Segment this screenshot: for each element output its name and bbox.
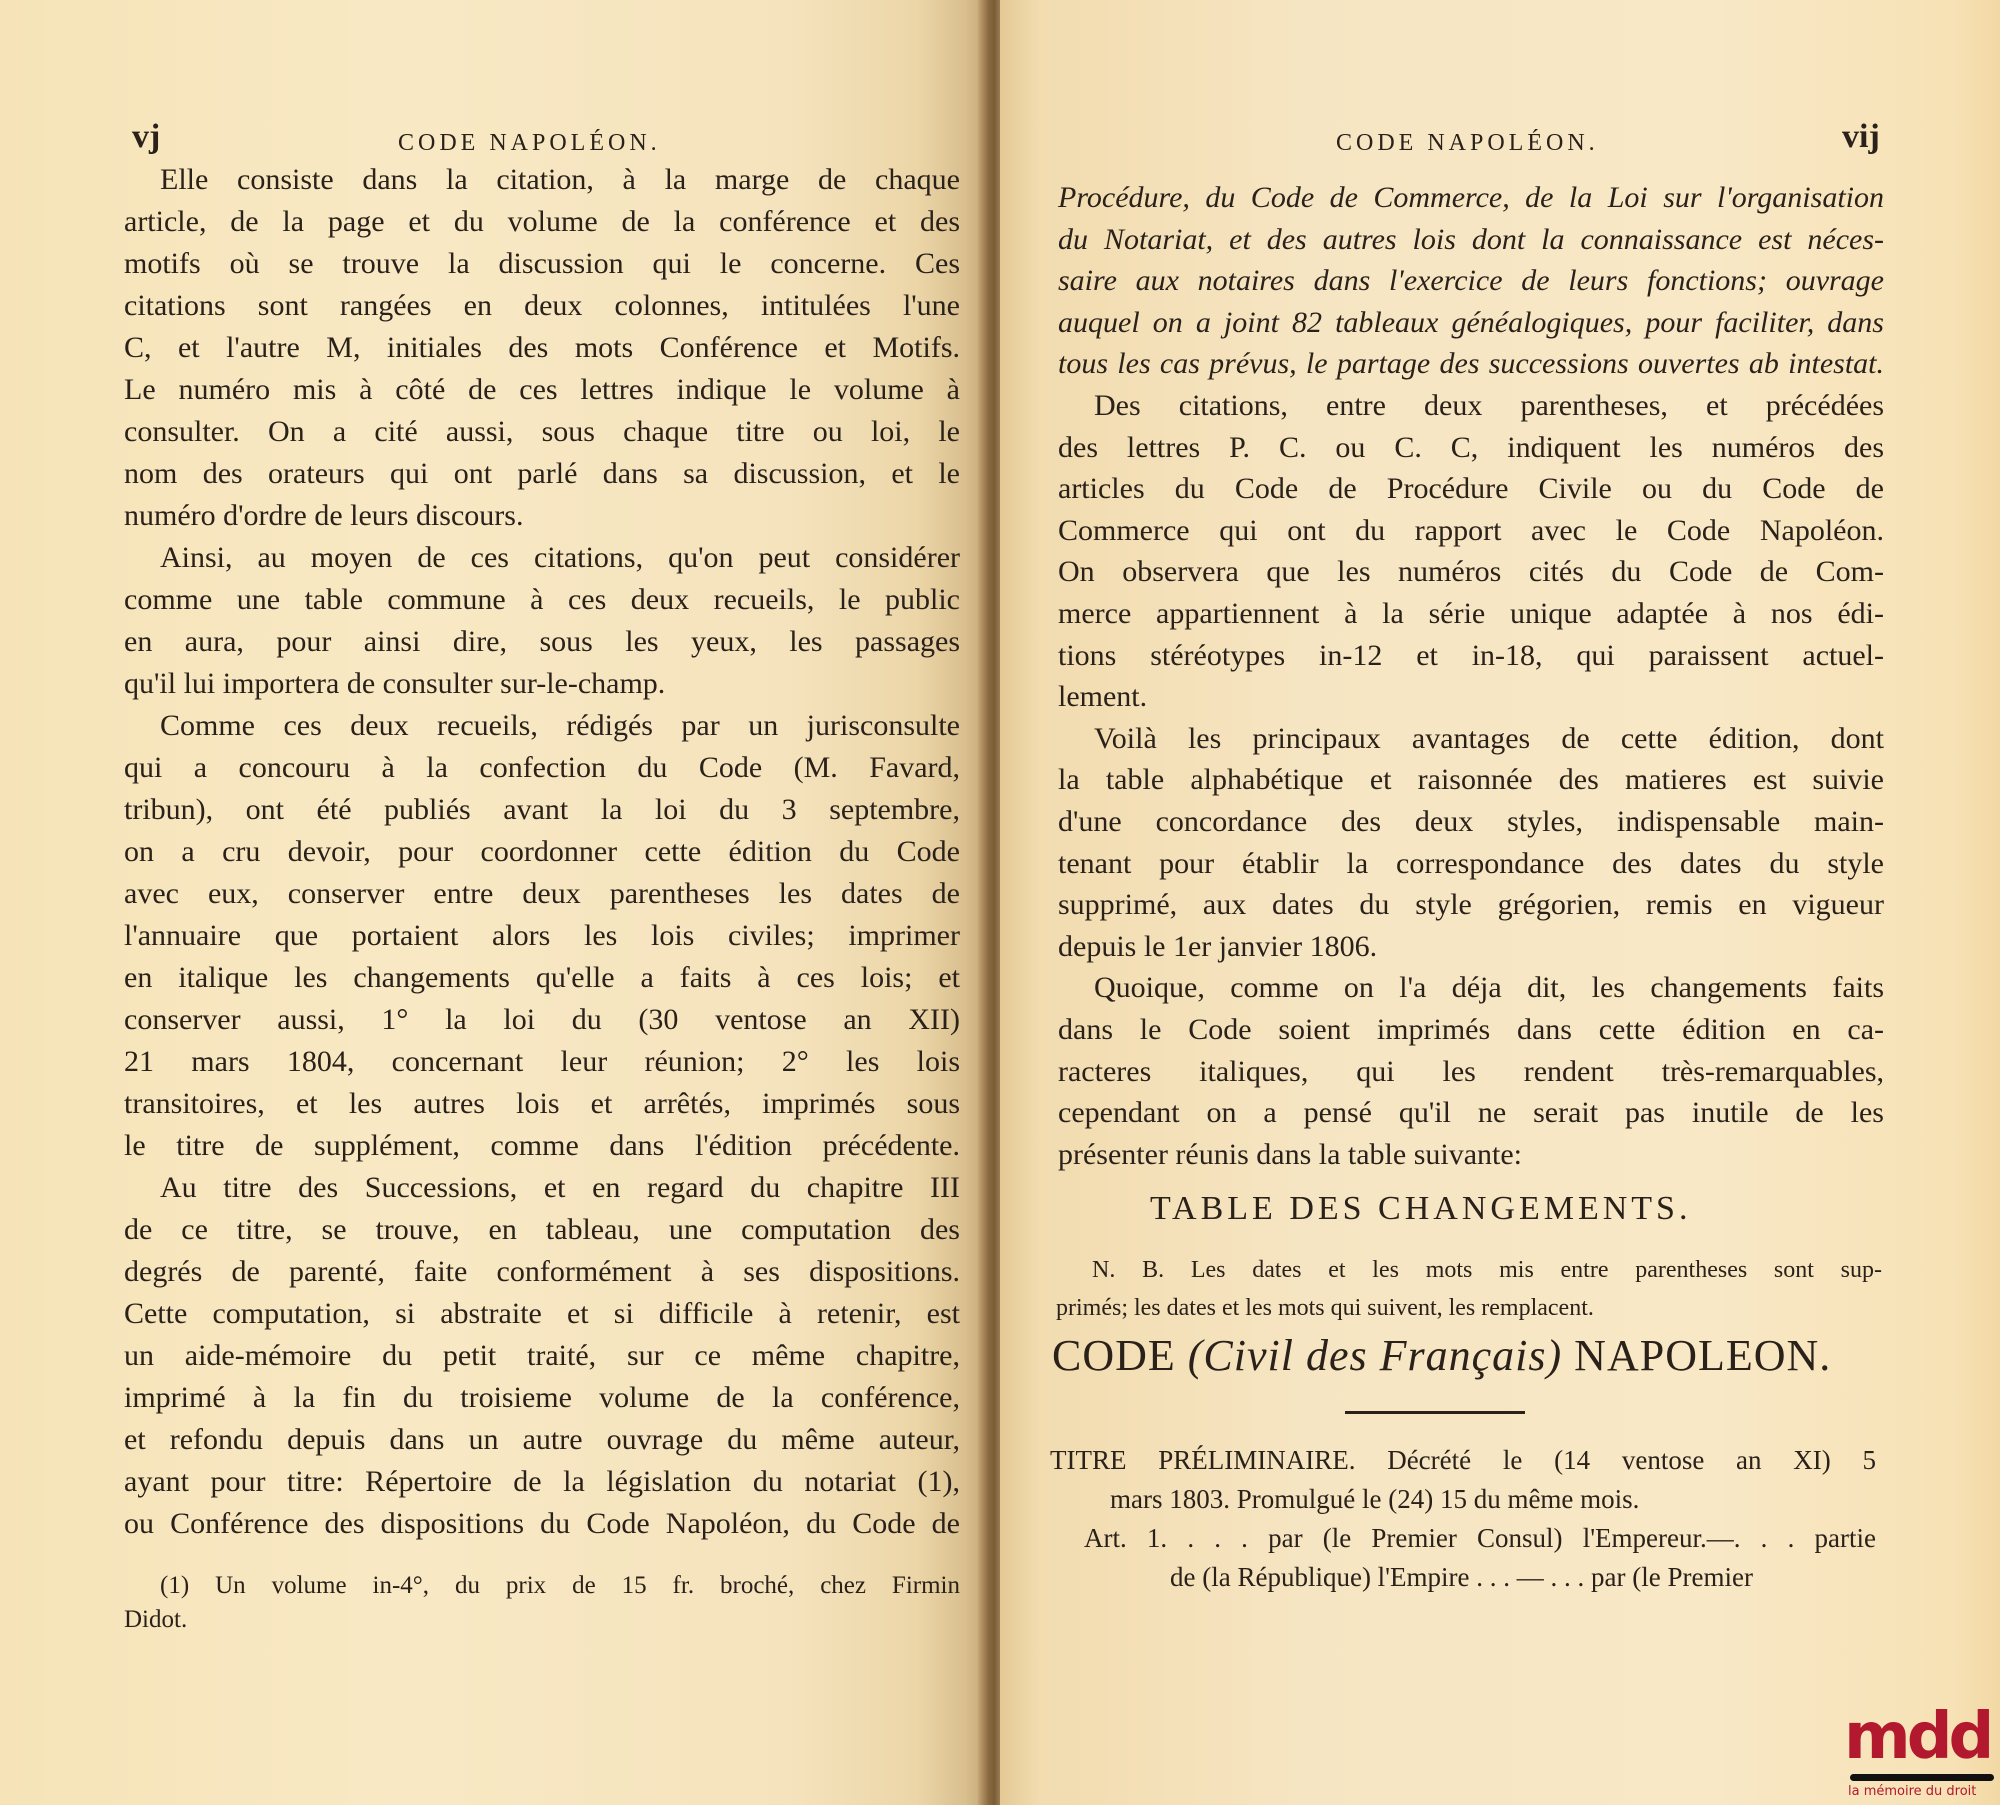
logo-bar xyxy=(1850,1774,1994,1781)
text-line: Art. 1. . . . par (le Premier Consul) l'Empereur.—. . . partie xyxy=(1084,1523,1876,1553)
text-line: dans le Code soient imprimés dans cette édition en ca- xyxy=(1058,1013,1884,1046)
text-line: (1) Un volume in-4°, du prix de 15 fr. broché, chez Firmin xyxy=(160,1572,960,1599)
text-line: Comme ces deux recueils, rédigés par un jurisconsulte xyxy=(160,709,960,742)
text-line: de ce titre, se trouve, en tableau, une computation des xyxy=(124,1213,960,1246)
text-line: 21 mars 1804, concernant leur réunion; 2° les lois xyxy=(124,1045,960,1078)
logo-tagline: la mémoire du droit xyxy=(1848,1784,1977,1799)
text-line: tenant pour établir la correspondance des dates du style xyxy=(1058,846,1884,880)
text-line: le titre de supplément, comme dans l'édition précédente. xyxy=(124,1129,960,1162)
text-line: citations sont rangées en deux colonnes, intitulées l'une xyxy=(124,289,960,322)
text-line: qu'il lui importera de consulter sur-le-champ. xyxy=(124,667,666,700)
text-line: articles du Code de Procédure Civile ou du Code de xyxy=(1058,472,1884,506)
text-line: Commerce qui ont du rapport avec le Code Napoléon. xyxy=(1058,513,1884,547)
text-line: l'annuaire que portaient alors les lois civiles; imprimer xyxy=(124,919,960,952)
running-head: CODE NAPOLÉON. xyxy=(1336,130,1599,156)
text-line: Ainsi, au moyen de ces citations, qu'on peut considérer xyxy=(160,541,960,574)
mdd-logo xyxy=(1838,1700,1998,1800)
text-line: saire aux notaires dans l'exercice de leurs fonctions; ouvrage xyxy=(1058,264,1884,298)
text-line: Des citations, entre deux parentheses, et précédées xyxy=(1094,389,1884,422)
page-number: vij xyxy=(1842,118,1880,155)
text-line: et refondu depuis dans un autre ouvrage du même auteur, xyxy=(124,1423,960,1456)
logo-mark: mdd xyxy=(1844,1700,1991,1774)
text-line: en italique les changements qu'elle a faits à ces lois; et xyxy=(124,961,960,994)
text-line: lement. xyxy=(1058,680,1148,714)
code-title-prefix: CODE xyxy=(1052,1331,1188,1380)
text-line: imprimé à la fin du troisieme volume de la conférence, xyxy=(124,1381,960,1414)
text-line: nom des orateurs qui ont parlé dans sa discussion, et le xyxy=(124,457,960,490)
code-title-italic: (Civil des Français) xyxy=(1187,1331,1563,1380)
text-line: depuis le 1er janvier 1806. xyxy=(1058,929,1378,963)
text-line: tous les cas prévus, le partage des successions ouvertes ab intestat. xyxy=(1058,347,1884,381)
code-title xyxy=(1052,1330,1831,1381)
text-line: un aide-mémoire du petit traité, sur ce même chapitre, xyxy=(124,1339,960,1372)
section-rule xyxy=(1345,1411,1525,1414)
text-line: qui a concouru à la confection du Code (M. Favard, xyxy=(124,751,960,784)
text-line: conserver aussi, 1° la loi du (30 ventose an XII) xyxy=(124,1003,960,1036)
text-line: en aura, pour ainsi dire, sous les yeux, les passages xyxy=(124,625,960,658)
text-line: cependant on a pensé qu'il ne serait pas inutile de les xyxy=(1058,1096,1884,1130)
text-line: Cette computation, si abstraite et si difficile à retenir, est xyxy=(124,1297,960,1330)
text-line: Didot. xyxy=(124,1606,188,1633)
text-line: on a cru devoir, pour coordonner cette édition du Code xyxy=(124,835,960,868)
text-line: On observera que les numéros cités du Code de Com- xyxy=(1058,555,1884,589)
text-line: du Notariat, et des autres lois dont la connaissance est néces- xyxy=(1058,222,1884,256)
text-line: d'une concordance des deux styles, indispensable main- xyxy=(1058,805,1884,838)
text-line: Le numéro mis à côté de ces lettres indique le volume à xyxy=(124,373,960,406)
left-page xyxy=(0,0,985,1805)
text-line: auquel on a joint 82 tableaux généalogiques, pour faciliter, dans xyxy=(1058,305,1884,339)
text-line: des lettres P. C. ou C. C, indiquent les numéros des xyxy=(1058,430,1884,464)
text-line: TITRE PRÉLIMINAIRE. Décrété le (14 ventose an XI) 5 xyxy=(1050,1445,1876,1475)
text-line: N. B. Les dates et les mots mis entre parentheses sont sup- xyxy=(1092,1257,1882,1283)
text-line: Quoique, comme on l'a déja dit, les changements faits xyxy=(1094,971,1884,1005)
running-head: CODE NAPOLÉON. xyxy=(398,130,661,156)
text-line: numéro d'ordre de leurs discours. xyxy=(124,499,524,532)
text-line: C, et l'autre M, initiales des mots Conférence et Motifs. xyxy=(124,331,960,364)
text-line: merce appartiennent à la série unique adaptée à nos édi- xyxy=(1058,597,1884,630)
text-line: article, de la page et du volume de la conférence et des xyxy=(124,205,960,238)
text-line: supprimé, aux dates du style grégorien, remis en vigueur xyxy=(1058,888,1884,922)
text-line: ou Conférence des dispositions du Code Napoléon, du Code de xyxy=(124,1507,960,1540)
text-line: la table alphabétique et raisonnée des matieres est suivie xyxy=(1058,763,1884,797)
table-title: TABLE DES CHANGEMENTS. xyxy=(1150,1190,1692,1227)
text-line: tribun), ont été publiés avant la loi du 3 septembre, xyxy=(124,793,960,826)
text-line: Procédure, du Code de Commerce, de la Loi sur l'organisation xyxy=(1058,181,1884,214)
text-line: Au titre des Successions, et en regard du chapitre III xyxy=(160,1171,960,1204)
text-line: ayant pour titre: Répertoire de la législation du notariat (1), xyxy=(124,1465,960,1498)
text-line: mars 1803. Promulgué le (24) 15 du même mois. xyxy=(1110,1484,1640,1514)
text-line: primés; les dates et les mots qui suivent, les remplacent. xyxy=(1056,1295,1594,1321)
text-line: consulter. On a cité aussi, sous chaque titre ou loi, le xyxy=(124,415,960,448)
text-line: tions stéréotypes in-12 et in-18, qui paraissent actuel- xyxy=(1058,638,1884,672)
page-number: vj xyxy=(132,118,161,155)
text-line: présenter réunis dans la table suivante: xyxy=(1058,1137,1523,1171)
text-line: motifs où se trouve la discussion qui le concerne. Ces xyxy=(124,247,960,280)
text-line: racteres italiques, qui les rendent très-remarquables, xyxy=(1058,1054,1884,1088)
text-line: avec eux, conserver entre deux parentheses les dates de xyxy=(124,877,960,910)
text-line: comme une table commune à ces deux recueils, le public xyxy=(124,583,960,616)
code-title-suffix: NAPOLEON. xyxy=(1562,1331,1832,1380)
text-line: Elle consiste dans la citation, à la marge de chaque xyxy=(160,163,960,196)
text-line: degrés de parenté, faite conformément à ses dispositions. xyxy=(124,1255,960,1288)
text-line: Voilà les principaux avantages de cette édition, dont xyxy=(1094,721,1884,755)
text-line: transitoires, et les autres lois et arrêtés, imprimés sous xyxy=(124,1087,960,1120)
text-line: de (la République) l'Empire . . . — . . . par (le Premier xyxy=(1170,1562,1753,1592)
